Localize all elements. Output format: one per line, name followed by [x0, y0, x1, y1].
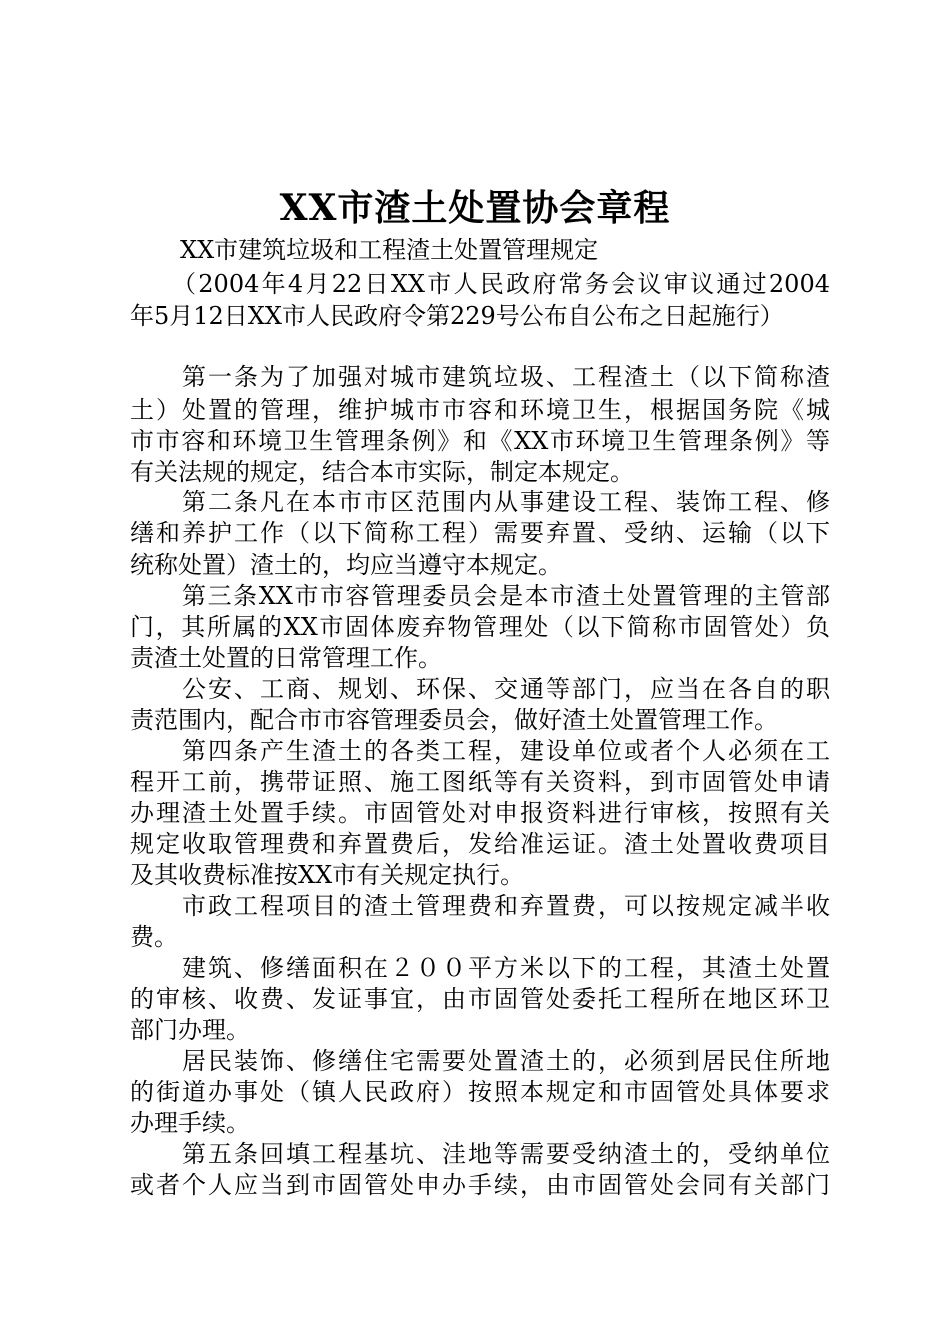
- regulation-name-line: XX市建筑垃圾和工程渣土处置管理规定: [180, 236, 599, 264]
- paragraph-line: 的审核、收费、发证事宜，由市固管处委托工程所在地区环卫: [130, 985, 830, 1013]
- paragraph-line: 门，其所属的XX市固体废弃物管理处（以下简称市固管处）负: [130, 613, 830, 641]
- paragraph-line: 公安、工商、规划、环保、交通等部门，应当在各自的职: [182, 675, 830, 703]
- paragraph-line: 建筑、修缮面积在２００平方米以下的工程，其渣土处置: [182, 954, 830, 982]
- paragraph-line: 部门办理。: [130, 1016, 250, 1044]
- paragraph-line: 缮和养护工作（以下简称工程）需要弃置、受纳、运输（以下: [130, 519, 830, 547]
- paragraph-line: 费。: [130, 923, 178, 951]
- paragraph-line: 或者个人应当到市固管处申办手续，由市固管处会同有关部门: [130, 1171, 830, 1199]
- paragraph-line: 第四条产生渣土的各类工程，建设单位或者个人必须在工: [182, 737, 830, 765]
- paragraph-line: 第三条XX市市容管理委员会是本市渣土处置管理的主管部: [182, 582, 830, 610]
- paragraph-line: 规定收取管理费和弃置费后，发给准运证。渣土处置收费项目: [130, 830, 830, 858]
- paragraph-line: 第五条回填工程基坑、洼地等需要受纳渣土的，受纳单位: [182, 1140, 830, 1168]
- paragraph-line: 责渣土处置的日常管理工作。: [130, 644, 442, 672]
- paragraph-line: 居民装饰、修缮住宅需要处置渣土的，必须到居民住所地: [182, 1047, 830, 1075]
- paragraph-line: 的街道办事处（镇人民政府）按照本规定和市固管处具体要求: [130, 1078, 830, 1106]
- paragraph-line: 办理渣土处置手续。市固管处对申报资料进行审核，按照有关: [130, 799, 830, 827]
- adoption-note-line: （2004年4月22日XX市人民政府常务会议审议通过2004: [172, 270, 830, 298]
- paragraph-line: 市政工程项目的渣土管理费和弃置费，可以按规定减半收: [182, 892, 830, 920]
- paragraph-line: 程开工前，携带证照、施工图纸等有关资料，到市固管处申请: [130, 768, 830, 796]
- document-title: XX市渣土处置协会章程: [279, 187, 671, 229]
- paragraph-line: 统称处置）渣土的，均应当遵守本规定。: [130, 551, 562, 579]
- paragraph-line: 办理手续。: [130, 1109, 250, 1137]
- paragraph-line: 市市容和环境卫生管理条例》和《XX市环境卫生管理条例》等: [130, 427, 830, 455]
- paragraph-line: 土）处置的管理，维护城市市容和环境卫生，根据国务院《城: [130, 396, 830, 424]
- paragraph-line: 及其收费标准按XX市有关规定执行。: [130, 861, 525, 889]
- paragraph-line: 责范围内，配合市市容管理委员会，做好渣土处置管理工作。: [130, 706, 778, 734]
- paragraph-line: 有关法规的规定，结合本市实际，制定本规定。: [130, 458, 634, 486]
- paragraph-line: 第一条为了加强对城市建筑垃圾、工程渣土（以下简称渣: [182, 363, 830, 391]
- paragraph-line: 第二条凡在本市市区范围内从事建设工程、装饰工程、修: [182, 488, 830, 516]
- adoption-note-line: 年5月12日XX市人民政府令第229号公布自公布之日起施行）: [130, 302, 784, 330]
